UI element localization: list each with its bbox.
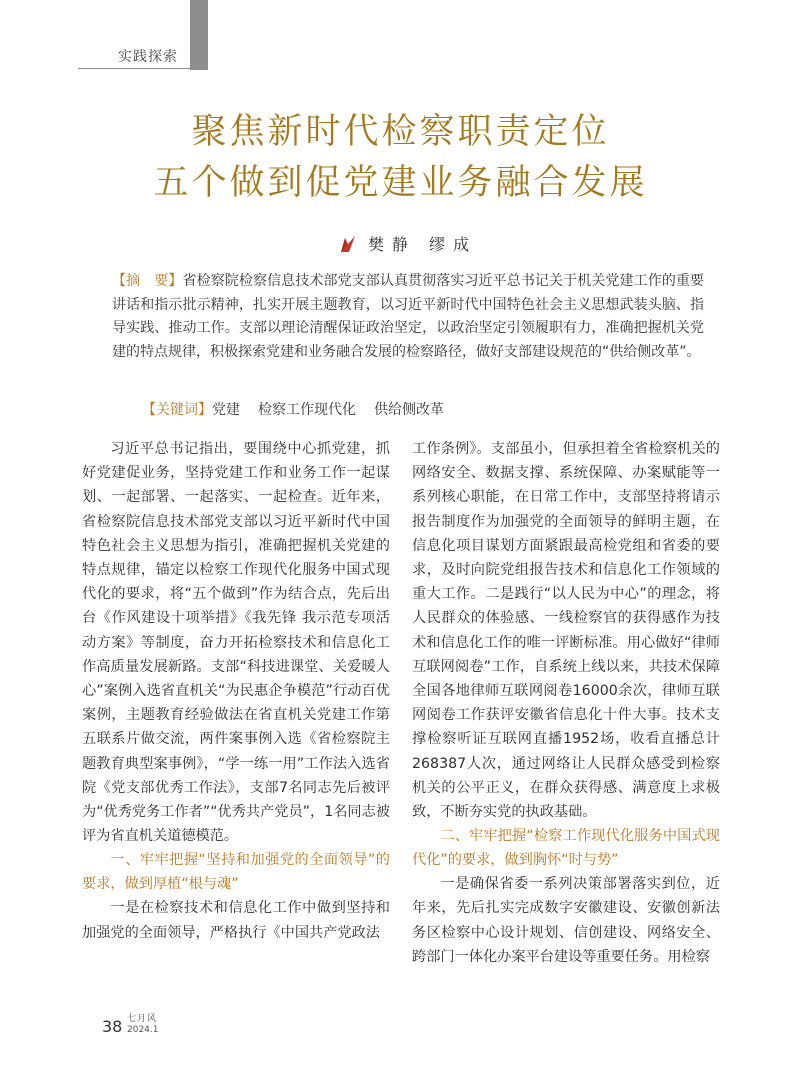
- abstract-text: 省检察院检察信息技术部党支部认真贯彻落实习近平总书记关于机关党建工作的重要讲话和指示批示精神，扎实开展主题教育，以习近平新时代中国特色社会主义思想武装头脑、指导实践、推动工作。支部以理论清醒保证政治坚定，以政治坚定引领履职有力，准确把握机关党建的特点规律，积极探索党建和业务融合发展的检察路径，做好支部建设规范的“供给侧改革”。: [112, 273, 705, 360]
- keywords: [142, 399, 462, 419]
- body-paragraph: 工作条例》。支部虽小，但承担着全省检察机关的网络安全、数据支撑、系统保障、办案赋能等一系列核心职能，在日常工作中，支部坚持将请示报告制度作为加强党的全面领导的鲜明主题，在信息化项目谋划方面紧跟最高检党组和省委的要求，及时向院党组报告技术和信息化工作领域的重大工作。二是践行“以人民为中心”的理念，将人民群众的体验感、一线检察官的获得感作为技术和信息化工作的唯一评断标准。用心做好“律师互联网阅卷”工作，自系统上线以来，共技术保障全国各地律师互联网阅卷16000余次，律师互联网阅卷工作获评安徽省信息化十件大事。技术支撑检察听证互联网直播1952场，收看直播总计268387人次，通过网络让人民群众感受到检察机关的公平正义，在群众获得感、满意度上求极致，不断夯实党的执政基础。: [412, 441, 720, 821]
- keyword: 检察工作现代化: [258, 402, 356, 418]
- magazine-issue: 2024.1: [127, 1025, 159, 1035]
- header-decor-bar: [190, 0, 208, 70]
- article-title-line1: 聚焦新时代检察职责定位: [191, 112, 610, 152]
- author-names: 樊静 缪成: [368, 235, 478, 254]
- body-column-right: [412, 437, 720, 969]
- article-title-line2: 五个做到促党建业务融合发展: [153, 163, 648, 203]
- abstract: [112, 270, 704, 364]
- keyword: 供给侧改革: [374, 402, 444, 418]
- body-paragraph: 一是在检察技术和信息化工作中做到坚持和加强党的全面领导，严格执行《中国共产党政法: [82, 900, 390, 941]
- page-number: 38: [102, 1017, 123, 1036]
- keyword: 党建: [212, 402, 240, 418]
- pen-icon: [340, 235, 356, 253]
- magazine-name: 七月风: [127, 1014, 158, 1024]
- section-heading-2: 二、牢牢把握“检察工作现代化服务中国式现代化”的要求，做到胸怀“时与势”: [412, 828, 720, 869]
- keywords-label: 【关键词】: [142, 402, 212, 418]
- body-paragraph: 习近平总书记指出，要围绕中心抓党建，抓好党建促业务，坚持党建工作和业务工作一起谋划、一起部署、一起落实、一起检查。近年来，省检察院信息技术部党支部以习近平新时代中国特色社会主义思想为指引，准确把握机关党建的特点规律，锚定以检察工作现代化服务中国式现代化的要求，将“五个做到”作为结合点，先后出台《作风建设十项举措》《我先锋 我示范专项活动方案》等制度，奋力开拓检察技术和信息化工作高质量发展新路。支部“科技进课堂、关爱暖人心”案例入选省直机关“为民惠企争模范”行动百优案例，主题教育经验做法在省直机关党建工作第五联系片做交流，两件案事例入选《省检察院主题教育典型案事例》，“学一练一用”工作法入选省院《党支部优秀工作法》，支部7名同志先后被评为“优秀党务工作者”“优秀共产党员”，1名同志被评为省直机关道德模范。: [82, 441, 390, 845]
- author-row: [340, 232, 477, 255]
- header-underline: [78, 68, 208, 69]
- section-heading-1: 一、牢牢把握“坚持和加强党的全面领导”的要求，做到厚植“根与魂”: [82, 852, 390, 893]
- section-tag: 实践探索: [118, 49, 178, 65]
- abstract-label: 【摘 要】: [112, 273, 183, 289]
- body-column-left: [82, 437, 390, 945]
- body-paragraph: 一是确保省委一系列决策部署落实到位，近年来，先后扎实完成数字安徽建设、安徽创新法务区检察中心设计规划、信创建设、网络安全、跨部门一体化办案平台建设等重要任务。用检察: [412, 876, 720, 965]
